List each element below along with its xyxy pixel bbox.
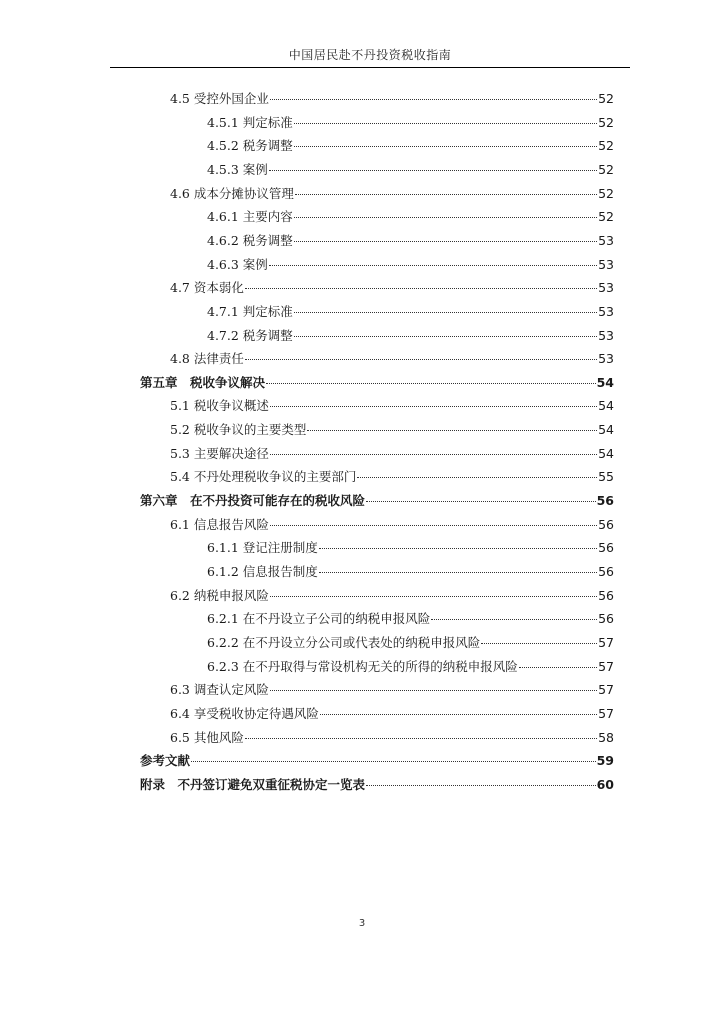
dot-leader xyxy=(519,667,597,668)
toc-entry-page: 56 xyxy=(598,540,614,556)
dot-leader xyxy=(270,99,597,100)
toc-entry-page: 57 xyxy=(598,682,614,698)
toc-entry-title: 5.3 主要解决途径 xyxy=(170,445,269,461)
toc-entry[interactable] xyxy=(207,114,614,131)
dot-leader xyxy=(269,170,597,171)
toc-entry-page: 53 xyxy=(598,232,614,248)
dot-leader xyxy=(245,738,597,739)
toc-entry-page: 54 xyxy=(596,374,614,390)
toc-entry[interactable] xyxy=(207,208,614,225)
toc-entry[interactable] xyxy=(170,516,614,533)
toc-entry[interactable] xyxy=(170,681,614,698)
dot-leader xyxy=(294,312,597,313)
dot-leader xyxy=(366,501,596,502)
toc-entry[interactable] xyxy=(170,279,614,296)
toc-entry-page: 54 xyxy=(598,398,614,414)
toc-entry-title: 第六章 在不丹投资可能存在的税收风险 xyxy=(140,493,366,508)
dot-leader xyxy=(294,123,597,124)
toc-entry-page: 56 xyxy=(596,493,614,508)
toc-entry[interactable] xyxy=(170,185,614,202)
toc-entry-page: 55 xyxy=(598,469,614,485)
toc-entry-page: 52 xyxy=(598,91,614,106)
toc-entry-page: 58 xyxy=(598,729,614,745)
toc-entry-title: 4.5.1 判定标准 xyxy=(207,114,293,130)
toc-entry-title: 6.3 调查认定风险 xyxy=(170,682,269,698)
toc-entry-title: 6.2.1 在不丹设立子公司的纳税申报风险 xyxy=(207,611,431,627)
toc-entry-page: 52 xyxy=(598,185,614,201)
dot-leader xyxy=(357,477,597,478)
toc-entry[interactable] xyxy=(207,610,614,627)
toc-entry-page: 53 xyxy=(598,280,614,296)
dot-leader xyxy=(295,194,597,195)
toc-entry-title: 4.5 受控外国企业 xyxy=(170,91,269,106)
toc-entry[interactable] xyxy=(207,327,614,344)
dot-leader xyxy=(320,714,597,715)
toc-entry-title: 6.2.3 在不丹取得与常设机构无关的所得的纳税申报风险 xyxy=(207,658,518,674)
toc-entry[interactable] xyxy=(207,634,614,651)
toc-entry-title: 6.1.1 登记注册制度 xyxy=(207,540,318,556)
toc-entry[interactable] xyxy=(207,256,614,273)
toc-entry-title: 6.2.2 在不丹设立分公司或代表处的纳税申报风险 xyxy=(207,634,481,650)
toc-entry-page: 52 xyxy=(598,138,614,154)
toc-entry[interactable] xyxy=(207,303,614,320)
dot-leader xyxy=(481,643,597,644)
toc-entry-title: 4.6.3 案例 xyxy=(207,256,268,272)
toc-entry[interactable] xyxy=(170,705,614,722)
toc-entry-page: 56 xyxy=(598,587,614,603)
toc-entry-page: 57 xyxy=(598,634,614,650)
toc-entry[interactable] xyxy=(170,350,614,367)
dot-leader xyxy=(319,548,597,549)
toc-entry-title: 参考文献 xyxy=(140,753,191,769)
toc-entry-page: 57 xyxy=(598,705,614,721)
toc-entry-title: 5.1 税收争议概述 xyxy=(170,398,269,414)
toc-entry-title: 4.7.2 税务调整 xyxy=(207,327,293,343)
toc-entry-title: 第五章 税收争议解决 xyxy=(140,374,266,390)
toc-entry-title: 4.6.2 税务调整 xyxy=(207,232,293,248)
toc-entry-page: 53 xyxy=(598,351,614,367)
toc-entry-page: 54 xyxy=(598,422,614,438)
page-number: 3 xyxy=(358,918,366,929)
toc-entry-page: 52 xyxy=(598,114,614,130)
running-header: 中国居民赴不丹投资税收指南 xyxy=(288,48,452,62)
dot-leader xyxy=(307,430,597,431)
header-rule xyxy=(110,67,630,68)
toc-entry-page: 54 xyxy=(598,445,614,461)
toc-entry-title: 4.6 成本分摊协议管理 xyxy=(170,185,294,201)
toc-entry-title: 4.6.1 主要内容 xyxy=(207,209,293,225)
toc-entry-title: 6.2 纳税申报风险 xyxy=(170,587,269,603)
toc-entry-title: 5.4 不丹处理税收争议的主要部门 xyxy=(170,469,357,485)
toc-entry-page: 53 xyxy=(598,327,614,343)
toc-entry-title: 6.5 其他风险 xyxy=(170,729,244,745)
dot-leader xyxy=(294,146,597,147)
toc-entry[interactable] xyxy=(140,776,614,793)
toc-entry[interactable] xyxy=(207,563,614,580)
toc-entry[interactable] xyxy=(170,421,614,438)
toc-entry[interactable] xyxy=(170,445,614,462)
toc-entry-title: 4.7.1 判定标准 xyxy=(207,303,293,319)
toc-entry-page: 59 xyxy=(596,753,614,769)
dot-leader xyxy=(266,383,596,384)
dot-leader xyxy=(431,619,597,620)
dot-leader xyxy=(270,690,597,691)
toc-entry-page: 60 xyxy=(596,776,614,792)
toc-entry-page: 56 xyxy=(598,564,614,579)
toc-entry[interactable] xyxy=(140,374,614,391)
toc-entry-title: 6.1 信息报告风险 xyxy=(170,516,269,532)
toc-entry-title: 6.4 享受税收协定待遇风险 xyxy=(170,705,319,721)
toc-entry-page: 57 xyxy=(598,658,614,674)
dot-leader xyxy=(294,217,597,218)
dot-leader xyxy=(269,265,597,266)
toc-entry[interactable] xyxy=(170,468,614,485)
toc-entry-page: 53 xyxy=(598,303,614,319)
toc-entry-title: 5.2 税收争议的主要类型 xyxy=(170,422,307,438)
toc-entry-title: 4.8 法律责任 xyxy=(170,351,244,367)
dot-leader xyxy=(245,359,597,360)
toc-entry[interactable] xyxy=(207,232,614,249)
toc-entry[interactable] xyxy=(140,752,614,769)
dot-leader xyxy=(270,454,597,455)
toc-entry-page: 56 xyxy=(598,611,614,627)
toc-entry-page: 56 xyxy=(598,516,614,532)
toc-entry-page: 52 xyxy=(598,161,614,177)
toc-entry-title: 6.1.2 信息报告制度 xyxy=(207,564,318,579)
dot-leader xyxy=(294,336,597,337)
toc-entry[interactable] xyxy=(170,90,614,107)
dot-leader xyxy=(270,525,597,526)
toc-entry[interactable] xyxy=(170,587,614,604)
dot-leader xyxy=(294,241,597,242)
toc-entry-title: 4.5.3 案例 xyxy=(207,161,268,177)
dot-leader xyxy=(319,572,597,573)
toc-entry[interactable] xyxy=(207,539,614,556)
dot-leader xyxy=(245,288,597,289)
toc-entry-page: 52 xyxy=(598,209,614,225)
toc-entry[interactable] xyxy=(170,729,614,746)
dot-leader xyxy=(270,406,597,407)
toc-entry[interactable] xyxy=(170,397,614,414)
toc-entry-title: 附录 不丹签订避免双重征税协定一览表 xyxy=(140,776,366,792)
dot-leader xyxy=(270,596,597,597)
toc-entry-page: 53 xyxy=(598,256,614,272)
toc-entry-title: 4.5.2 税务调整 xyxy=(207,138,293,154)
dot-leader xyxy=(366,785,596,786)
toc-entry[interactable] xyxy=(207,137,614,154)
toc-entry[interactable] xyxy=(207,161,614,178)
dot-leader xyxy=(191,761,596,762)
toc-entry-title: 4.7 资本弱化 xyxy=(170,280,244,296)
toc-entry[interactable] xyxy=(140,492,614,509)
toc-entry[interactable] xyxy=(207,658,614,675)
